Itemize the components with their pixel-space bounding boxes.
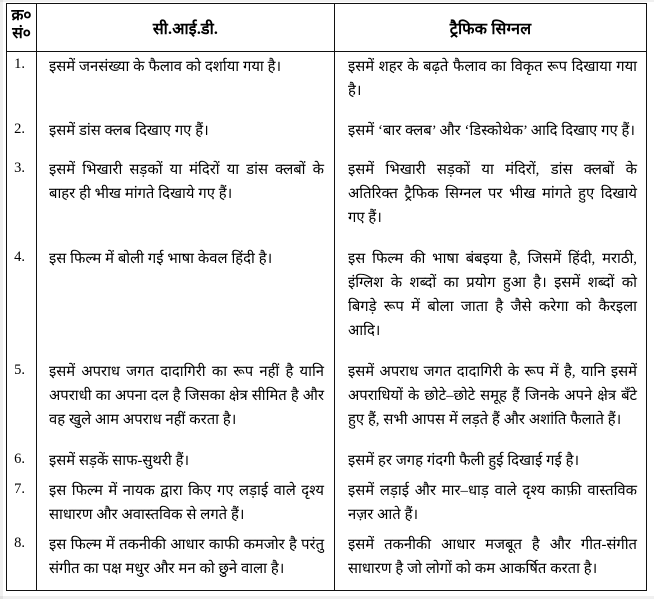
row-cell-cid: इसमें सड़कें साफ-सुथरी हैं। (37, 447, 335, 477)
header-serial-line-1: क्र० (11, 7, 32, 24)
table-row (7, 117, 647, 156)
row-serial-number: 5. (7, 358, 37, 447)
row-cell-cid: इसमें जनसंख्या के फैलाव को दर्शाया गया है। (37, 52, 335, 117)
row-cell-traffic-signal: इसमें भिखारी सड़कों या मंदिरों, डांस क्लबों के अतिरिक्त ट्रैफिक सिग्नल पर भीख मांगते हुए दिखाये गए हैं। (335, 156, 647, 245)
comparison-table (6, 3, 647, 591)
row-cell-cid: इसमें अपराध जगत दादागिरी का रूप नहीं है यानि अपराधी का अपना दल है जिसका क्षेत्र सीमित है और वह खुले आम अपराध नहीं करता है। (37, 358, 335, 447)
table-row (7, 531, 647, 590)
row-serial-number: 4. (7, 245, 37, 358)
row-cell-traffic-signal: इसमें लड़ाई और मार–धाड़ वाले दृश्य काफ़ी वास्तविक नज़र आते हैं। (335, 477, 647, 532)
row-cell-traffic-signal: इसमें अपराध जगत दादागिरी के रूप में है, यानि इसमें अपराधियों के छोटे–छोटे समूह हैं जिनके अपने क्षेत्र बँटे हुए हैं, सभी आपस में लड़ते हैं और अशांति फैलाते हैं। (335, 358, 647, 447)
row-cell-traffic-signal: इसमें शहर के बढ़ते फैलाव का विकृत रूप दिखाया गया है। (335, 52, 647, 117)
row-serial-number: 7. (7, 477, 37, 532)
table-row (7, 52, 647, 117)
header-row (7, 4, 647, 52)
table-row (7, 245, 647, 358)
row-serial-number: 8. (7, 531, 37, 590)
row-cell-traffic-signal: इसमें ‘बार क्लब’ और ‘डिस्कोथेक’ आदि दिखाए गए हैं। (335, 117, 647, 156)
row-cell-cid: इसमें भिखारी सड़कों या मंदिरों या डांस क्लबों के बाहर ही भीख मांगते दिखाये गए हैं। (37, 156, 335, 245)
scan-edge-top (0, 0, 654, 2)
row-cell-traffic-signal: इसमें हर जगह गंदगी फैली हुई दिखाई गई है। (335, 447, 647, 477)
row-serial-number: 2. (7, 117, 37, 156)
row-serial-number: 6. (7, 447, 37, 477)
row-serial-number: 1. (7, 52, 37, 117)
table-row (7, 447, 647, 477)
row-serial-number: 3. (7, 156, 37, 245)
row-cell-cid: इसमें डांस क्लब दिखाए गए हैं। (37, 117, 335, 156)
row-cell-cid: इस फिल्म में बोली गई भाषा केवल हिंदी है। (37, 245, 335, 358)
row-cell-cid: इस फिल्म में तकनीकी आधार काफी कमजोर है परंतु संगीत का पक्ष मधुर और मन को छुने वाला है। (37, 531, 335, 590)
header-serial-line-2: सं० (12, 25, 31, 43)
table-row (7, 156, 647, 245)
header-column-traffic-signal: ट्रैफिक सिग्नल (335, 4, 647, 52)
header-serial-number (7, 4, 37, 52)
header-column-cid: सी.आई.डी. (37, 4, 335, 52)
table-row (7, 358, 647, 447)
table-row (7, 477, 647, 532)
table-header (7, 4, 647, 52)
row-cell-traffic-signal: इस फिल्म की भाषा बंबइया है, जिसमें हिंदी, मराठी, इंग्लिश के शब्दों का प्रयोग हुआ है। इसमें शब्दों को बिगड़े रूप में बोला जाता है जैसे करेगा को कैरइला आदि। (335, 245, 647, 358)
table-body (7, 52, 647, 591)
scan-edge-left (0, 0, 3, 599)
row-cell-cid: इस फिल्म में नायक द्वारा किए गए लड़ाई वाले दृश्य साधारण और अवास्तविक से लगते हैं। (37, 477, 335, 532)
row-cell-traffic-signal: इसमें तकनीकी आधार मजबूत है और गीत-संगीत साधारण है जो लोगों को कम आकर्षित करता है। (335, 531, 647, 590)
